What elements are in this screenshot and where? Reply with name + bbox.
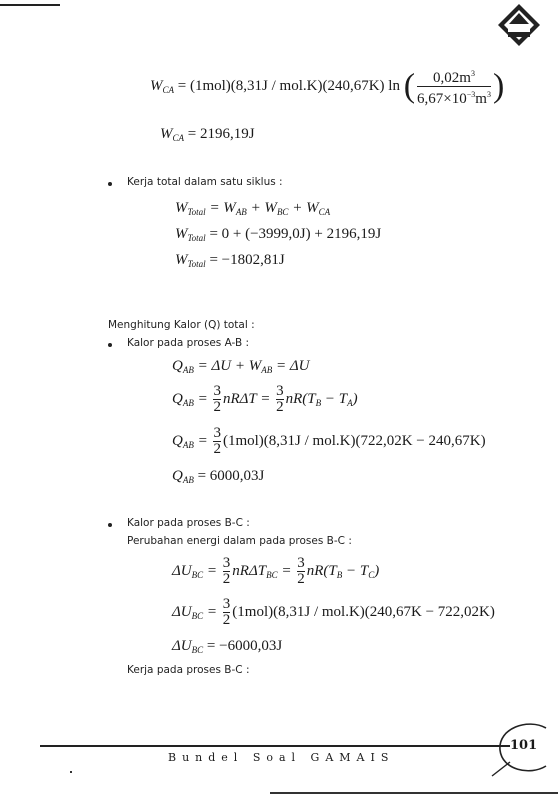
equation-qab-4: $Q_{AB} = 6000,03J$ (172, 468, 265, 485)
bullet-heat-ab: Kalor pada proses A-B : (127, 337, 250, 349)
equation-ubc-2: $\Delta U_{BC}$ = $\frac{3}{2}$ (1mol)(8,31J / mol.K)(240,67K − 722,02K) (172, 596, 495, 628)
bullet-marker (108, 343, 112, 347)
equation-ubc-1: $\Delta U_{BC}$ = $\frac{3}{2}$ nRΔT$_{BC}$ = $\frac{3}{2}$ $nR(T_B - T_C)$ (172, 555, 380, 587)
footer-title: Bundel Soal GAMAIS (168, 751, 395, 764)
equation-qab-2: $Q_{AB}$ = $\frac{3}{2}$ nRΔT = $\frac{3}{2}$ $nR(T_B - T_A)$ (172, 383, 358, 415)
equation-qab-3: $Q_{AB}$ = $\frac{3}{2}$ (1mol)(8,31J / mol.K)(722,02K − 240,67K) (172, 425, 486, 457)
bullet-marker (108, 182, 112, 186)
gamais-logo (496, 2, 542, 48)
equation-wtotal-3: $W_{Total} = -1802,81J$ (175, 252, 285, 269)
heading-heat: Menghitung Kalor (Q) total : (108, 319, 255, 331)
equation-wtotal-2: $W_{Total} = 0 + (-3999,0J) + 2196,19J$ (175, 226, 382, 243)
subheading-energy-bc: Perubahan energi dalam pada proses B-C : (127, 535, 352, 547)
speck (70, 771, 72, 773)
bottom-rule (270, 792, 558, 794)
top-left-rule (0, 4, 60, 6)
bullet-marker (108, 523, 112, 527)
footer-rule (40, 745, 510, 747)
bullet-heat-bc: Kalor pada proses B-C : (127, 517, 250, 529)
equation-wca: $W_{CA} = (1mol)(8,31J / mol.K)(240,67K)$ ln ( $\frac{0,02m^3}{6,67\times 10^{-3}m^3}$ ) (150, 67, 505, 107)
subheading-work-bc: Kerja pada proses B-C : (127, 664, 250, 676)
equation-qab-1: $Q_{AB} = \Delta U + W_{AB} = \Delta U$ (172, 358, 310, 375)
page-number: 101 (510, 738, 538, 753)
equation-wtotal-1: $W_{Total} = W_{AB} + W_{BC} + W_{CA}$ (175, 200, 331, 217)
equation-ubc-3: $\Delta U_{BC} = -6000,03J$ (172, 638, 283, 655)
bullet-total-work: Kerja total dalam satu siklus : (127, 176, 283, 188)
equation-wca-result: $W_{CA} = 2196,19J$ (160, 126, 255, 143)
